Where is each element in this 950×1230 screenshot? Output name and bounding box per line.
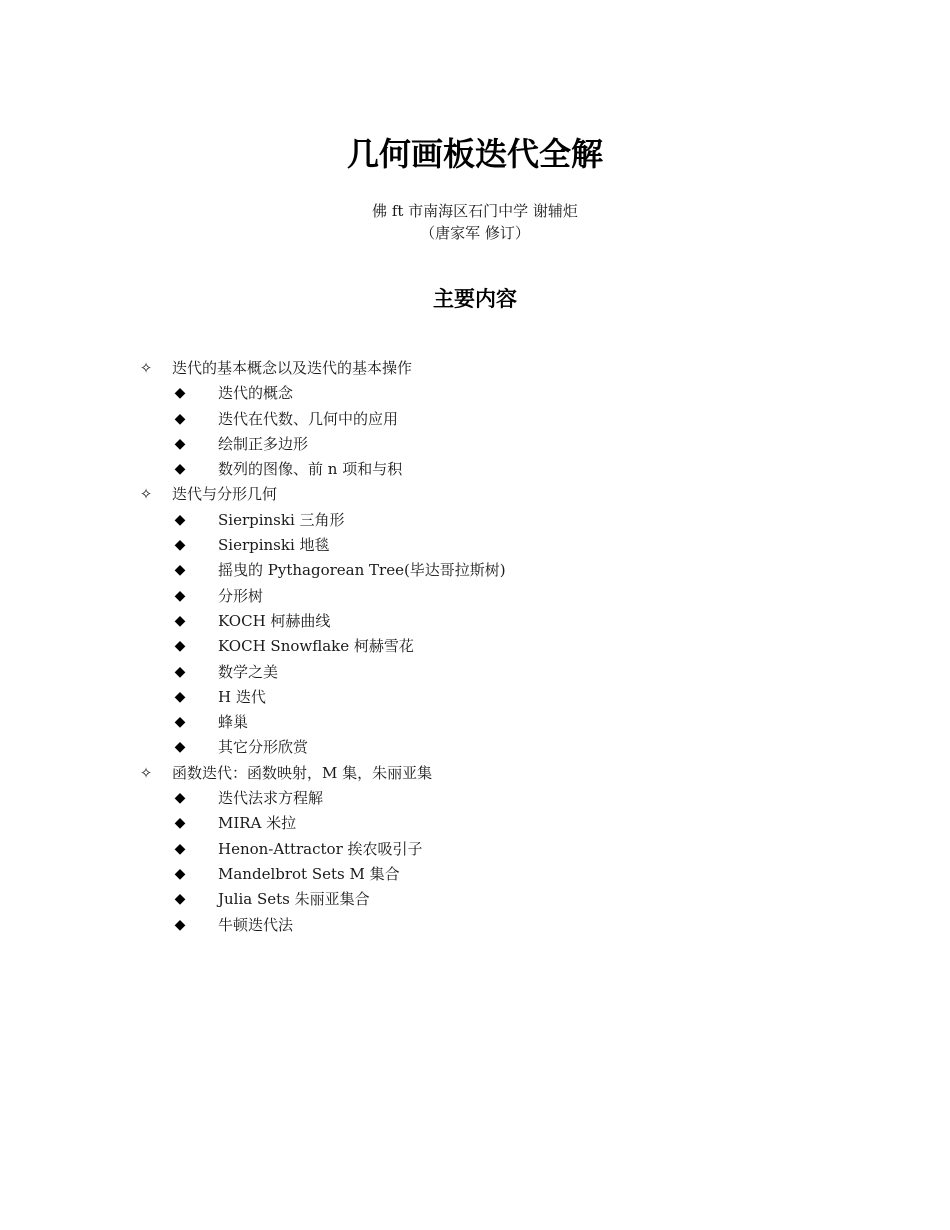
- black-diamond-icon: ◆: [174, 612, 186, 629]
- black-diamond-icon: ◆: [174, 638, 186, 655]
- author-block: [0, 200, 950, 244]
- toc-item: [138, 660, 858, 685]
- toc-item-label: 数列的图像、前 n 项和与积: [218, 460, 403, 479]
- toc-item: [138, 609, 858, 634]
- toc-item-label: 其它分形欣赏: [218, 738, 309, 757]
- toc-section-label: 函数迭代：函数映射，M 集，朱丽亚集: [172, 763, 433, 782]
- toc-item: [138, 457, 858, 482]
- toc-item: [138, 862, 858, 887]
- black-diamond-icon: ◆: [174, 865, 186, 882]
- toc-item-label: Henon-Attractor 挨农吸引子: [218, 839, 423, 858]
- toc-item: [138, 735, 858, 760]
- outline-four-point-star-icon: ✧: [139, 763, 153, 782]
- black-diamond-icon: ◆: [174, 461, 186, 478]
- outline-four-point-star-icon: ✧: [139, 485, 153, 504]
- toc-item-label: 数学之美: [218, 662, 279, 681]
- toc-item-label: 蜂巢: [218, 713, 249, 732]
- toc-item-label: H 迭代: [218, 687, 266, 706]
- black-diamond-icon: ◆: [174, 435, 186, 452]
- toc-item: [138, 786, 858, 811]
- toc-item-label: MIRA 米拉: [218, 814, 297, 833]
- toc-item: [138, 837, 858, 862]
- toc-item: [138, 685, 858, 710]
- toc-item-label: 迭代的概念: [218, 384, 294, 403]
- toc-item-label: KOCH 柯赫曲线: [218, 611, 331, 630]
- toc-item-label: 绘制正多边形: [218, 434, 309, 453]
- toc-item-label: 迭代在代数、几何中的应用: [218, 409, 399, 428]
- black-diamond-icon: ◆: [174, 511, 186, 528]
- document-title: 几何画板迭代全解: [346, 135, 603, 173]
- toc-item: [138, 634, 858, 659]
- toc-item-label: 摇曳的 Pythagorean Tree(毕达哥拉斯树): [218, 561, 506, 580]
- black-diamond-icon: ◆: [174, 790, 186, 807]
- toc-item-label: Sierpinski 地毯: [218, 536, 330, 555]
- toc-item: [138, 811, 858, 836]
- toc-item-label: Mandelbrot Sets M 集合: [218, 864, 400, 883]
- toc-item: [138, 407, 858, 432]
- reviser-line: （唐家军 修订）: [420, 224, 530, 242]
- toc-section: [138, 761, 858, 786]
- toc-item: [138, 508, 858, 533]
- toc-section-label: 迭代与分形几何: [172, 485, 278, 504]
- toc-item-label: 分形树: [218, 586, 264, 605]
- toc-item-label: 牛顿迭代法: [218, 915, 294, 934]
- toc-item-label: 迭代法求方程解: [218, 789, 324, 808]
- toc-item: [138, 913, 858, 938]
- toc-item: [138, 558, 858, 583]
- toc-section: [138, 356, 858, 381]
- outline-four-point-star-icon: ✧: [139, 359, 153, 377]
- black-diamond-icon: ◆: [174, 385, 186, 402]
- toc-item: [138, 710, 858, 735]
- black-diamond-icon: ◆: [174, 688, 186, 705]
- toc-section-label: 迭代的基本概念以及迭代的基本操作: [172, 359, 413, 377]
- black-diamond-icon: ◆: [174, 714, 186, 731]
- toc-item-label: Julia Sets 朱丽亚集合: [218, 890, 370, 909]
- black-diamond-icon: ◆: [174, 891, 186, 908]
- black-diamond-icon: ◆: [174, 840, 186, 857]
- black-diamond-icon: ◆: [174, 587, 186, 604]
- table-of-contents: [138, 356, 858, 938]
- toc-item-label: KOCH Snowflake 柯赫雪花: [218, 637, 414, 656]
- black-diamond-icon: ◆: [174, 663, 186, 680]
- toc-item: [138, 584, 858, 609]
- toc-item: [138, 887, 858, 912]
- toc-section: [138, 482, 858, 507]
- toc-item-label: Sierpinski 三角形: [218, 510, 345, 529]
- black-diamond-icon: ◆: [174, 815, 186, 832]
- toc-item: [138, 381, 858, 406]
- toc-item: [138, 432, 858, 457]
- black-diamond-icon: ◆: [174, 537, 186, 554]
- black-diamond-icon: ◆: [174, 562, 186, 579]
- toc-item: [138, 533, 858, 558]
- black-diamond-icon: ◆: [174, 739, 186, 756]
- section-heading: 主要内容: [433, 287, 517, 311]
- black-diamond-icon: ◆: [174, 410, 186, 427]
- author-line: 佛 ft 市南海区石门中学 谢辅炬: [372, 202, 578, 220]
- black-diamond-icon: ◆: [174, 916, 186, 933]
